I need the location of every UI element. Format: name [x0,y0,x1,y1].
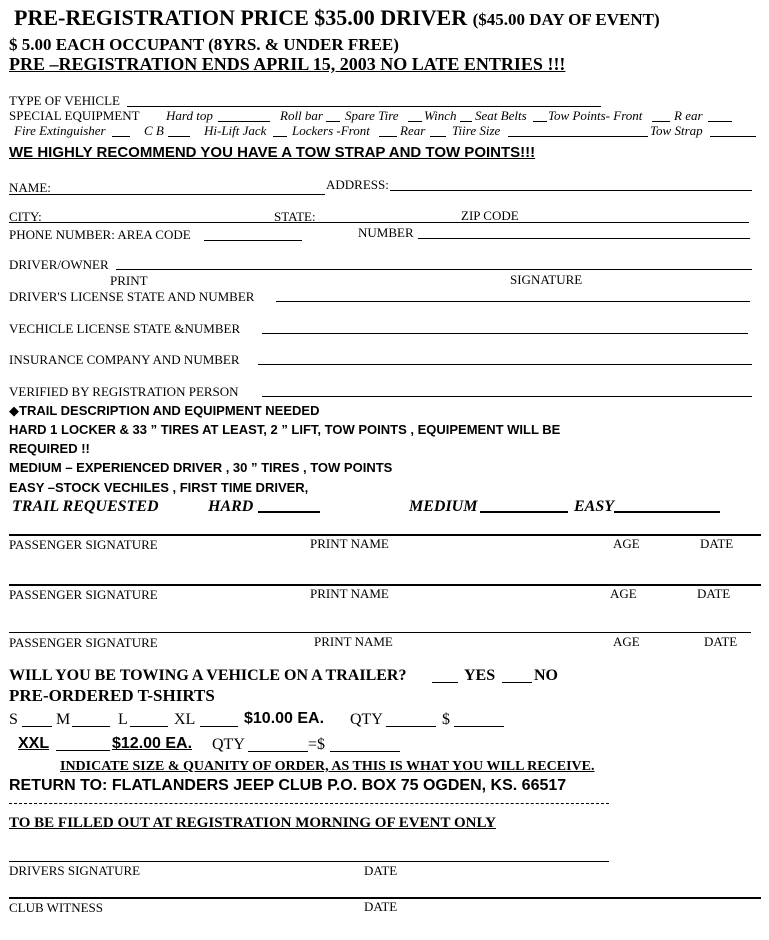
passenger-1-signature-label: PASSENGER SIGNATURE [9,537,158,552]
fire-extinguisher-label: Fire Extinguisher [14,123,106,138]
seat-belts-field[interactable] [533,121,547,122]
hilift-jack-field[interactable] [273,136,287,137]
size-l-field[interactable] [130,726,168,727]
tow-points-front-label: Tow Points- Front [548,108,643,123]
vehicle-license-field[interactable] [262,333,748,334]
trail-easy-option: EASY [574,498,615,515]
size-xl-label: XL [174,711,196,728]
tire-size-label: Tiire Size [452,123,501,138]
qty-xxl-label: QTY [212,736,245,753]
trail-medium-field[interactable] [480,511,568,513]
header-occupant-price: $ 5.00 EACH OCCUPANT (8YRS. & UNDER FREE) [9,35,399,54]
size-s-field[interactable] [22,726,52,727]
hard-top-field[interactable] [218,121,270,122]
lockers-front-field[interactable] [379,136,397,137]
city-state-zip-field[interactable] [9,222,749,223]
drivers-license-field[interactable] [276,301,750,302]
total-regular-field[interactable] [454,726,504,727]
trail-medium-description: MEDIUM – EXPERIENCED DRIVER , 30 ” TIRES , TOW POINTS [9,460,393,475]
signature-caption: SIGNATURE [510,272,583,287]
seat-belts-label: Seat Belts [475,108,527,123]
passenger-2-print-label: PRINT NAME [310,586,389,601]
passenger-3-age-label: AGE [613,634,640,649]
trail-easy-field[interactable] [614,511,720,513]
driver-owner-field[interactable] [116,269,752,270]
vehicle-license-label: VECHICLE LICENSE STATE &NUMBER [9,321,241,336]
trail-requested-label: TRAIL REQUESTED [12,498,159,515]
drivers-signature-label: DRIVERS SIGNATURE [9,863,141,878]
qty-regular-field[interactable] [386,726,436,727]
tow-strap-field[interactable] [710,136,756,137]
insurance-field[interactable] [258,364,752,365]
passenger-2-date-label: DATE [697,586,731,601]
special-equipment-label: SPECIAL EQUIPMENT [9,108,140,123]
morning-of-event-heading: TO BE FILLED OUT AT REGISTRATION MORNING OF EVENT ONLY [9,815,496,831]
verified-by-label: VERIFIED BY REGISTRATION PERSON [9,384,239,399]
area-code-field[interactable] [204,240,302,241]
winch-label: Winch [424,108,457,123]
size-m-label: M [56,711,71,728]
address-field[interactable] [390,190,752,191]
total-regular-label: $ [442,711,450,728]
size-s-label: S [9,711,18,728]
passenger-2-signature-label: PASSENGER SIGNATURE [9,587,158,602]
indicate-size-note: INDICATE SIZE & QUANITY OF ORDER, AS THIS IS WHAT YOU WILL RECEIVE. [60,759,595,774]
phone-number-field[interactable] [418,238,750,239]
vehicle-type-label: TYPE OF VEHICLE [9,93,120,108]
tshirts-heading: PRE-ORDERED T-SHIRTS [9,686,215,705]
size-xxl-field[interactable] [56,750,110,751]
witness-date-label: DATE [364,899,398,914]
passenger-1-age-label: AGE [613,536,640,551]
state-label: STATE: [274,209,316,224]
passenger-1-print-label: PRINT NAME [310,536,389,551]
passenger-3-field[interactable] [9,632,751,633]
return-address: RETURN TO: FLATLANDERS JEEP CLUB P.O. BOX 75 OGDEN, KS. 66517 [9,777,567,794]
price-xxl: $12.00 EA. [112,735,193,752]
hilift-jack-label: Hi-Lift Jack [204,123,267,138]
hard-top-label: Hard top [166,108,213,123]
size-xxl-label: XXL [18,735,50,752]
lockers-rear-field[interactable] [430,136,446,137]
tow-strap-label: Tow Strap [650,123,703,138]
trail-heading: ◆TRAIL DESCRIPTION AND EQUIPMENT NEEDED [9,403,320,418]
phone-number-label: NUMBER [358,225,414,240]
name-field[interactable] [9,194,325,195]
roll-bar-label: Roll bar [280,108,323,123]
passenger-3-signature-label: PASSENGER SIGNATURE [9,635,158,650]
passenger-1-date-label: DATE [700,536,734,551]
size-m-field[interactable] [72,726,110,727]
trail-easy-description: EASY –STOCK VECHILES , FIRST TIME DRIVER, [9,480,309,495]
drivers-license-label: DRIVER'S LICENSE STATE AND NUMBER [9,289,255,304]
header-title [14,7,660,29]
address-label: ADDRESS: [326,177,389,192]
tow-points-rear-field[interactable] [708,121,732,122]
club-witness-label: CLUB WITNESS [9,900,104,915]
driver-owner-label: DRIVER/OWNER [9,257,109,272]
recommend-banner: WE HIGHLY RECOMMEND YOU HAVE A TOW STRAP AND TOW POINTS!!! [9,144,536,161]
total-xxl-label: =$ [308,736,326,753]
trail-hard-option: HARD [208,498,254,515]
name-label: NAME: [9,180,51,195]
qty-xxl-field[interactable] [248,751,308,752]
passenger-3-print-label: PRINT NAME [314,634,393,649]
winch-field[interactable] [460,121,472,122]
zip-label: ZIP CODE [461,208,519,223]
roll-bar-field[interactable] [326,121,340,122]
price-regular: $10.00 EA. [244,710,325,727]
towing-no-label: NO [534,667,558,684]
city-label: CITY: [9,209,42,224]
towing-question: WILL YOU BE TOWING A VEHICLE ON A TRAILER? [9,667,407,684]
cut-line [9,803,609,804]
size-l-label: L [118,711,128,728]
trail-medium-option: MEDIUM [409,498,478,515]
header-deadline: PRE –REGISTRATION ENDS APRIL 15, 2003 NO LATE ENTRIES !!! [9,54,566,74]
header-day-of-event: ($45.00 DAY OF EVENT) [472,10,660,29]
towing-no-field[interactable] [502,682,532,683]
spare-tire-field[interactable] [408,121,422,122]
passenger-2-age-label: AGE [610,586,637,601]
towing-yes-label: YES [464,667,496,684]
phone-area-label: PHONE NUMBER: AREA CODE [9,227,191,242]
tire-size-field[interactable] [508,136,648,137]
qty-regular-label: QTY [350,711,383,728]
print-caption: PRINT [110,273,148,288]
verified-by-field[interactable] [262,396,752,397]
total-xxl-field[interactable] [330,751,400,752]
lockers-front-label: Lockers -Front [292,123,370,138]
fire-extinguisher-field[interactable] [112,136,130,137]
lockers-rear-label: Rear [400,123,426,138]
tow-points-front-field[interactable] [652,121,670,122]
drivers-date-label: DATE [364,863,398,878]
header-price: PRE-REGISTRATION PRICE $35.00 DRIVER [14,5,468,30]
passenger-3-date-label: DATE [704,634,738,649]
tow-points-rear-label: R ear [674,108,703,123]
vehicle-type-field[interactable] [127,106,601,107]
drivers-signature-field[interactable] [9,861,609,862]
spare-tire-label: Spare Tire [345,108,399,123]
insurance-label: INSURANCE COMPANY AND NUMBER [9,352,240,367]
trail-hard-required: REQUIRED !! [9,441,90,456]
trail-hard-field[interactable] [258,511,320,513]
cb-label: C B [144,123,164,138]
cb-field[interactable] [168,136,190,137]
towing-yes-field[interactable] [432,682,458,683]
trail-hard-description: HARD 1 LOCKER & 33 ” TIRES AT LEAST, 2 ” LIFT, TOW POINTS , EQUIPEMENT WILL BE [9,422,561,437]
size-xl-field[interactable] [200,726,238,727]
